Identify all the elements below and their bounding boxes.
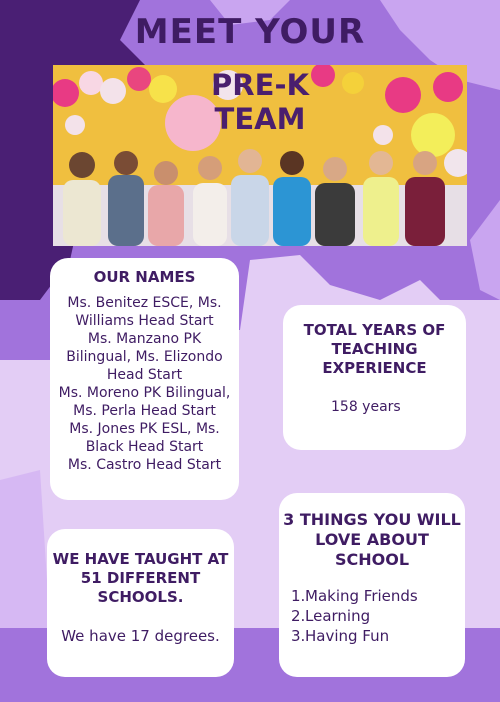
love-card: [279, 493, 465, 677]
degrees-text: We have 17 degrees.: [61, 627, 220, 645]
experience-heading: TOTAL YEARS OF TEACHING EXPERIENCE: [303, 321, 446, 377]
names-line: Ms. Castro Head Start: [67, 457, 222, 473]
schools-heading: WE HAVE TAUGHT AT 51 DIFFERENT SCHOOLS.: [52, 550, 229, 606]
team-photo: [53, 65, 467, 246]
experience-value: 158 years: [331, 399, 401, 415]
love-heading: 3 THINGS YOU WILL LOVE ABOUT SCHOOL: [283, 510, 461, 569]
names-card: [50, 258, 239, 500]
list-item: 1.Making Friends: [291, 587, 418, 605]
names-line: Ms. Manzano PK Bilingual, Ms. Elizondo Head Start: [66, 331, 223, 383]
list-item: 3.Having Fun: [291, 627, 390, 645]
photo-title-line1: PRE-K: [211, 68, 309, 102]
names-list: [50, 294, 239, 474]
names-line: Ms. Benitez ESCE, Ms. Williams Head Start: [67, 295, 222, 329]
schools-card: [47, 529, 234, 677]
photo-title-line2: TEAM: [214, 102, 306, 136]
names-line: Ms. Jones PK ESL, Ms. Black Head Start: [69, 421, 220, 455]
list-item: 2.Learning: [291, 607, 371, 625]
page-title: MEET YOUR: [134, 12, 366, 52]
names-line: Ms. Moreno PK Bilingual, Ms. Perla Head Start: [58, 385, 231, 419]
names-heading: OUR NAMES: [93, 268, 196, 286]
love-list: [279, 586, 465, 646]
experience-card: [283, 305, 466, 450]
